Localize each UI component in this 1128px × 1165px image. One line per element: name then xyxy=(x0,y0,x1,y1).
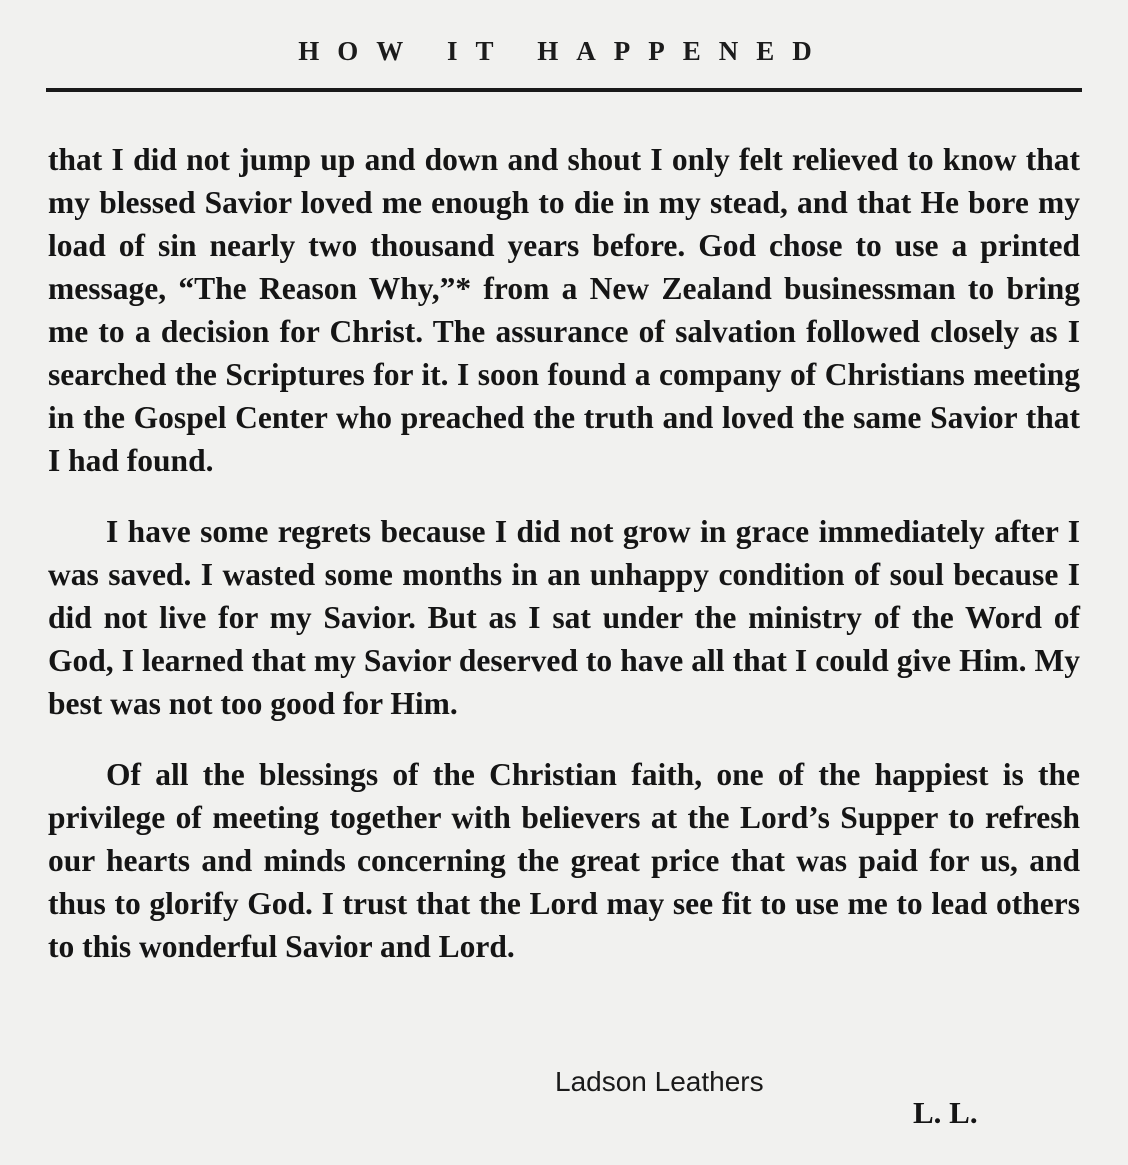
paragraph: I have some regrets because I did not grow in grace immediately after I was saved. I wasted some months in an unhappy condition of soul because I did not live for my Savior. But as I sat under the ministry of the Word of God, I learned that my Savior deserved to have all that I could give Him. My best was not too good for Him. xyxy=(48,514,1080,721)
caption-label: Ladson Leathers xyxy=(555,1066,764,1097)
paragraph-continued: that I did not jump up and down and shout I only felt relieved to know that my blessed Savior loved me enough to die in my stead, and that He bore my load of sin nearly two thousand years before. God chose to use a printed message, “The Reason Why,”* from a New Zealand businessman to bring me to a decision for Christ. The assurance of salvation followed closely as I searched the Scriptures for it. I soon found a company of Christians meeting in the Gospel Center who preached the truth and loved the same Savior that I had found. xyxy=(48,142,1080,478)
running-head-word: IT xyxy=(446,36,512,66)
running-head-word: HAPPENED xyxy=(537,36,830,66)
author-initials: L. L. xyxy=(913,1095,978,1130)
paragraph: Of all the blessings of the Christian faith, one of the happiest is the privilege of meeting together with believers at the Lord’s Supper to refresh our hearts and minds concerning the great price that was paid for us, and thus to glorify God. I trust that the Lord may see fit to use me to lead others to this wonderful Savior and Lord. xyxy=(48,757,1080,964)
running-head-word: HOW xyxy=(298,36,422,66)
running-head xyxy=(48,36,1080,67)
header-rule xyxy=(46,88,1082,92)
article-body xyxy=(48,138,1080,996)
